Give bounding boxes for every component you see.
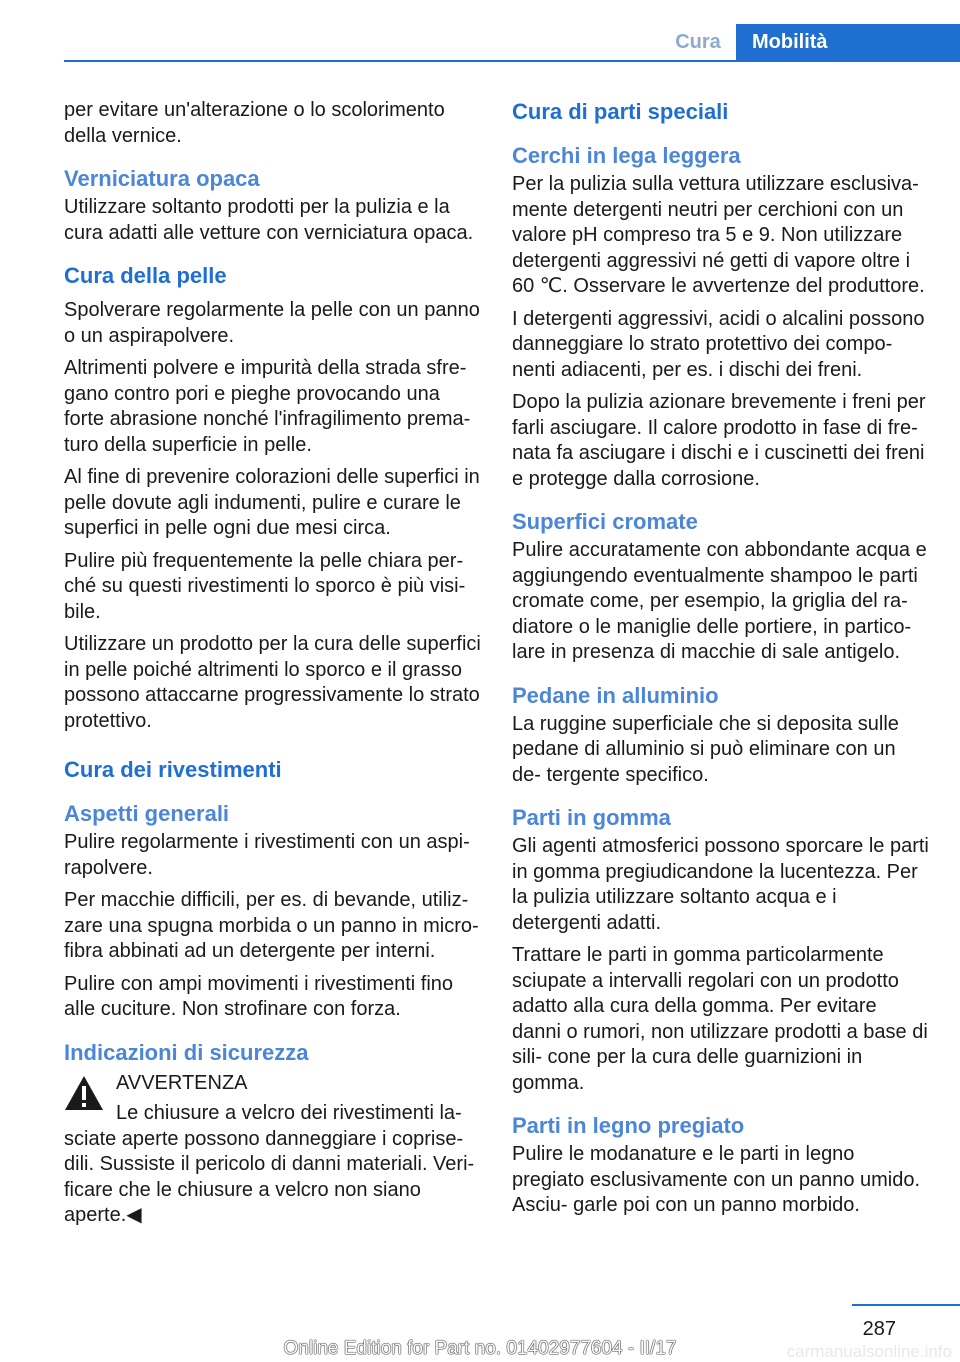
header-rule	[64, 60, 960, 62]
footer-rule	[852, 1304, 960, 1306]
paragraph: Per macchie difficili, per es. di bevande, utiliz‐ zare una spugna morbida o un panno in micro‐ fibra abbinati ad un detergente per interni.	[64, 889, 479, 962]
watermark: carmanualsonline.info	[786, 1342, 952, 1361]
subheading-cerchi: Cerchi in lega leggera	[512, 143, 741, 168]
left-column	[64, 98, 484, 1236]
paragraph: Per la pulizia sulla vettura utilizzare esclusiva‐ mente detergenti neutri per cerchioni con un valore pH compreso tra 5 e 9. Non utilizzare detergenti aggressivi né getti di vapore oltre i 60 ℃. Osservare le avvertenze del produttore.	[512, 173, 925, 297]
heading-speciali: Cura di parti speciali	[512, 99, 729, 124]
paragraph: La ruggine superficiale che si deposita sulle pedane di alluminio si può eliminare con un de‐ tergente specifico.	[512, 712, 899, 786]
paragraph: Utilizzare soltanto prodotti per la pulizia e la cura adatti alle vetture con verniciatura opaca.	[64, 196, 474, 244]
paragraph: Trattare le parti in gomma particolarmente sciupate a intervalli regolari con un prodotto adatto alla cura della gomma. Per evitare danni o rumori, non utilizzare prodotti a base di sili‐ cone per la cura delle guarnizioni in gomma.	[512, 944, 928, 1094]
paragraph: Pulire accuratamente con abbondante acqua e aggiungendo eventualmente shampoo le parti cromate come, per esempio, la griglia del ra‐ diatore o le maniglie delle portiere, in partico‐ lare in presenza di macchie di sale antigelo.	[512, 539, 927, 663]
header-tab-chapter: Mobilità	[736, 24, 960, 60]
edition-line: Online Edition for Part no. 01402977604 - II/17	[283, 1338, 677, 1359]
subheading-cromate: Superfici cromate	[512, 509, 698, 534]
subheading-legno: Parti in legno pregiato	[512, 1113, 745, 1138]
warning-label: AVVERTENZA	[116, 1071, 248, 1094]
warning-triangle-icon	[64, 1075, 104, 1111]
subheading-sicurezza: Indicazioni di sicurezza	[64, 1039, 309, 1065]
paragraph: Pulire più frequentemente la pelle chiara per‐ ché su questi rivestimenti lo sporco è più visi‐ bile.	[64, 549, 466, 623]
subheading-verniciatura: Verniciatura opaca	[64, 166, 260, 191]
paragraph: per evitare un'alterazione o lo scolorimento della vernice.	[64, 99, 445, 147]
warning-text: sciate aperte possono danneggiare i coprise‐ dili. Sussiste il pericolo di danni materiali. Veri‐ ficare che le chiusure a velcro non siano aperte.◀	[64, 1127, 475, 1226]
header-tab-section: Cura	[675, 31, 721, 53]
page-header	[0, 0, 960, 62]
warning-text-first-line: Le chiusure a velcro dei rivestimenti la‐	[116, 1102, 462, 1124]
paragraph: Al fine di prevenire colorazioni delle superfici in pelle dovute agli indumenti, pulire e curare le superfici in pelle ogni due mesi circa.	[64, 466, 480, 539]
paragraph: I detergenti aggressivi, acidi o alcalini possono danneggiare lo strato protettivo dei compo‐ nenti adiacenti, per es. i dischi dei freni.	[512, 307, 925, 381]
paragraph: Gli agenti atmosferici possono sporcare le parti in gomma pregiudicandone la lucentezza. Per la pulizia utilizzare soltanto acqua e i detergenti adatti.	[512, 835, 929, 934]
paragraph: Pulire regolarmente i rivestimenti con un aspi‐ rapolvere.	[64, 831, 470, 879]
paragraph: Pulire con ampi movimenti i rivestimenti fino alle cuciture. Non strofinare con forza.	[64, 972, 454, 1020]
subheading-aspetti: Aspetti generali	[64, 801, 230, 826]
subheading-pedane: Pedane in alluminio	[512, 682, 719, 708]
right-column	[512, 98, 930, 1226]
paragraph: Dopo la pulizia azionare brevemente i freni per farli asciugare. Il calore prodotto in fase di fre‐ nata fa asciugare i dischi e i cuscinetti dei freni e protegge dalla corrosione.	[512, 391, 926, 490]
paragraph: Spolverare regolarmente la pelle con un panno o un aspirapolvere.	[64, 299, 480, 347]
page-number: 287	[862, 1318, 896, 1340]
heading-pelle: Cura della pelle	[64, 263, 227, 288]
paragraph: Altrimenti polvere e impurità della strada sfre‐ gano contro pori e pieghe provocando una forte abrasione nonché l'infragilimento prema‐ turo della superficie in pelle.	[64, 357, 471, 456]
paragraph: Pulire le modanature e le parti in legno pregiato esclusivamente con un panno umido. Asciu‐ garle poi con un panno morbido.	[512, 1143, 921, 1216]
paragraph: Utilizzare un prodotto per la cura delle superfici in pelle poiché altrimenti lo sporco e il grasso possono attaccarne progressivamente lo strato protettivo.	[64, 633, 481, 732]
subheading-gomma: Parti in gomma	[512, 805, 671, 830]
warning-block	[64, 1071, 484, 1229]
heading-rivestimenti: Cura dei rivestimenti	[64, 757, 282, 782]
